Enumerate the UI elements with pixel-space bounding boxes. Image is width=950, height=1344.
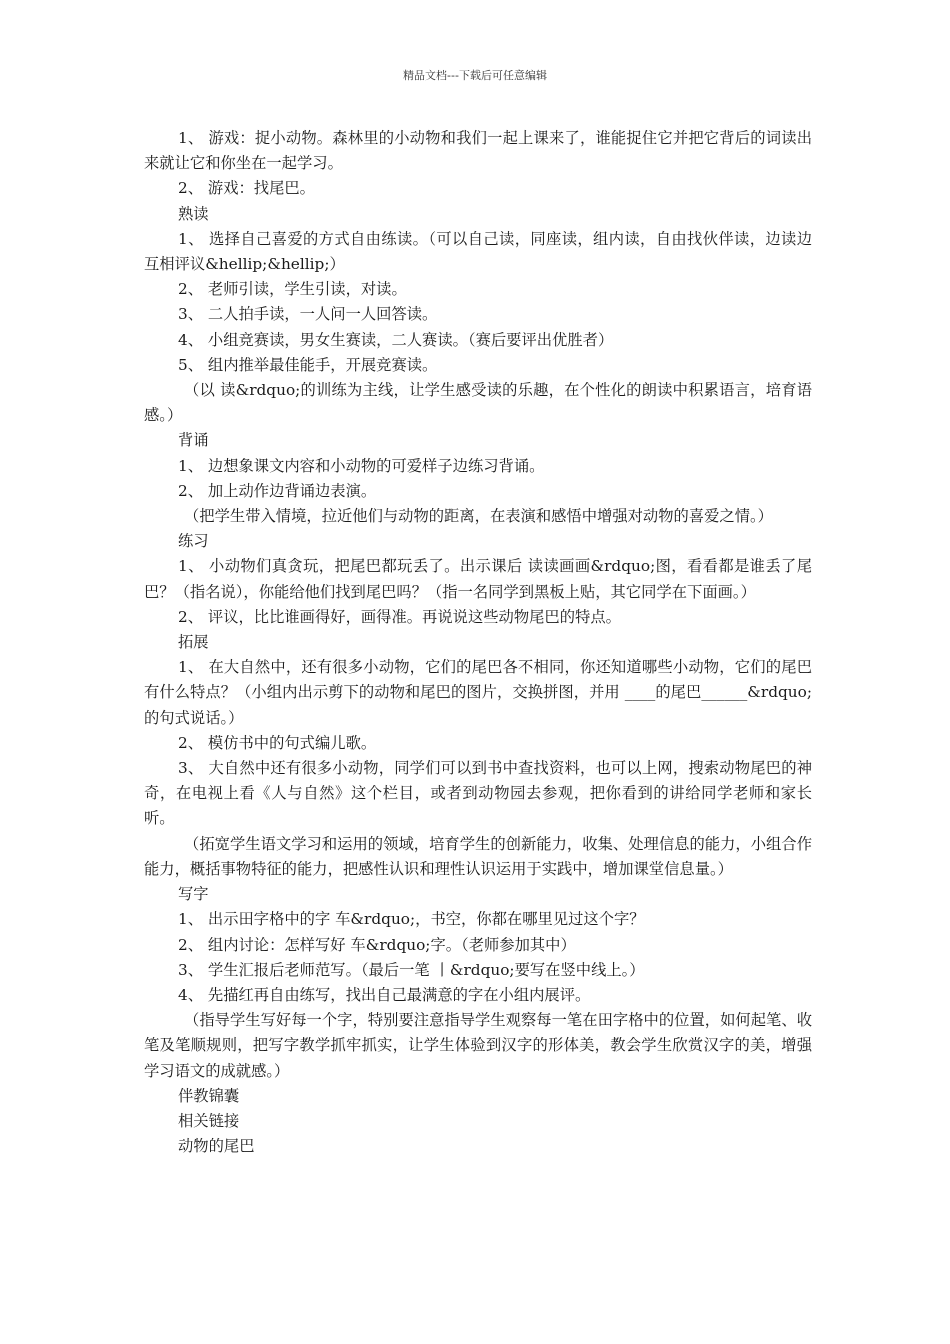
section-heading: 写字	[178, 885, 209, 904]
paragraph: 3、 学生汇报后老师范写。（最后一笔 丨&rdquo;要写在竖中线上。）	[178, 960, 645, 979]
section-heading: 背诵	[178, 431, 209, 450]
section-heading: 伴教锦囊	[178, 1086, 240, 1105]
paragraph: 2、 游戏：找尾巴。	[178, 179, 315, 198]
paragraph: 1、 边想象课文内容和小动物的可爱样子边练习背诵。	[178, 456, 545, 475]
section-heading: 练习	[178, 532, 209, 551]
paragraph: 2、 评议，比比谁画得好，画得准。再说说这些动物尾巴的特点。	[178, 607, 621, 626]
document-body	[144, 126, 812, 1159]
paragraph: 1、 小动物们真贪玩，把尾巴都玩丢了。出示课后 读读画画&rdquo;图，看看都是谁丢了尾巴？（指名说），你能给他们找到尾巴吗？（指一名同学到黑板上贴，其它同学在下面画。）	[144, 557, 812, 601]
paragraph: 1、 在大自然中，还有很多小动物，它们的尾巴各不相同，你还知道哪些小动物，它们的尾巴有什么特点？（小组内出示剪下的动物和尾巴的图片，交换拼图，并用 ____的尾巴______&rdquo;的句式说话。）	[144, 658, 812, 727]
section-heading: 熟读	[178, 204, 209, 223]
paragraph: 2、 组内讨论：怎样写好 车&rdquo;字。（老师参加其中）	[178, 935, 576, 954]
paragraph: 5、 组内推举最佳能手，开展竞赛读。	[178, 355, 438, 374]
section-heading: 动物的尾巴	[178, 1137, 255, 1156]
section-heading: 相关链接	[178, 1111, 240, 1130]
paragraph: 2、 老师引读，学生引读，对读。	[178, 280, 407, 299]
note-paragraph: （以 读&rdquo;的训练为主线，让学生感受读的乐趣，在个性化的朗读中积累语言，培育语感。）	[144, 381, 812, 425]
paragraph: 2、 加上动作边背诵边表演。	[178, 481, 377, 500]
note-paragraph: （拓宽学生语文学习和运用的领域，培育学生的创新能力，收集、处理信息的能力，小组合作能力，概括事物特征的能力，把感性认识和理性认识运用于实践中，增加课堂信息量。）	[144, 834, 812, 878]
paragraph: 4、 小组竞赛读，男女生赛读，二人赛读。（赛后要评出优胜者）	[178, 330, 614, 349]
paragraph: 1、 出示田字格中的字 车&rdquo;，书空，你都在哪里见过这个字？	[178, 910, 645, 929]
paragraph: 4、 先描红再自由练写，找出自己最满意的字在小组内展评。	[178, 985, 591, 1004]
page-header: 精品文档---下载后可任意编辑	[403, 69, 547, 82]
section-heading: 拓展	[178, 633, 209, 652]
paragraph: 2、 模仿书中的句式编儿歌。	[178, 733, 377, 752]
note-paragraph: （指导学生写好每一个字，特别要注意指导学生观察每一笔在田字格中的位置，如何起笔、收笔及笔顺规则，把写字教学抓牢抓实，让学生体验到汉字的形体美，教会学生欣赏汉字的美，增强学习语文的成就感。）	[144, 1011, 812, 1080]
paragraph: 1、 游戏：捉小动物。森林里的小动物和我们一起上课来了，谁能捉住它并把它背后的词读出来就让它和你坐在一起学习。	[144, 129, 812, 173]
note-paragraph: （把学生带入情境，拉近他们与动物的距离，在表演和感悟中增强对动物的喜爱之情。）	[184, 507, 773, 526]
paragraph: 1、 选择自己喜爱的方式自由练读。（可以自己读，同座读，组内读，自由找伙伴读，边读边互相评议&hellip;&hellip;）	[144, 229, 812, 274]
paragraph: 3、 大自然中还有很多小动物，同学们可以到书中查找资料，也可以上网，搜索动物尾巴的神奇，在电视上看《人与自然》这个栏目，或者到动物园去参观，把你看到的讲给同学老师和家长听。	[144, 759, 812, 828]
paragraph: 3、 二人拍手读，一人问一人回答读。	[178, 305, 438, 324]
